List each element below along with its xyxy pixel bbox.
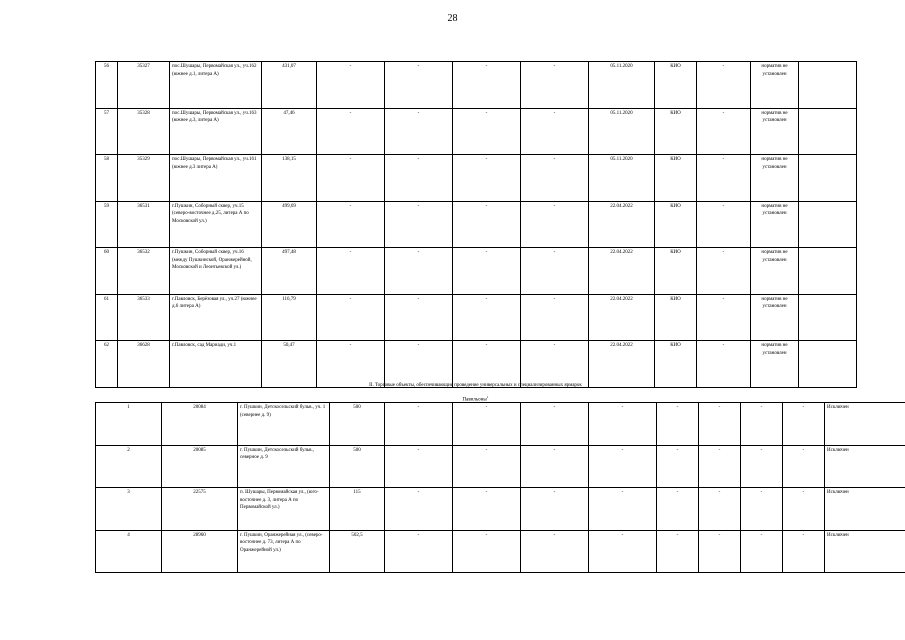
- cell-c5: -: [385, 530, 453, 573]
- cell-c11: -: [697, 294, 751, 341]
- cell-c8: -: [521, 248, 589, 295]
- cell-c5: -: [317, 108, 385, 155]
- cell-date: 22.04.2022: [589, 294, 655, 341]
- table-row: [96, 530, 905, 573]
- cell-num: 57: [96, 108, 118, 155]
- cell-code: 36628: [118, 341, 170, 388]
- cell-c5: -: [385, 488, 453, 531]
- cell-c8: -: [589, 488, 657, 531]
- table-row: [96, 488, 905, 531]
- cell-num: 2: [96, 445, 162, 488]
- cell-c6: -: [453, 403, 521, 446]
- cell-c11: -: [697, 155, 751, 202]
- cell-c11: -: [741, 403, 783, 446]
- cell-note: Исключен: [825, 530, 905, 573]
- cell-c7: -: [521, 403, 589, 446]
- cell-c13: [799, 201, 857, 248]
- cell-org: КИО: [655, 201, 697, 248]
- table-row: [96, 201, 857, 248]
- cell-code: 20084: [162, 403, 238, 446]
- cell-c6: -: [385, 341, 453, 388]
- cell-date: 05.11.2020: [589, 155, 655, 202]
- cell-area: 116,79: [262, 294, 317, 341]
- cell-area: 47,46: [262, 108, 317, 155]
- cell-c8: -: [521, 294, 589, 341]
- cell-area: 502,5: [330, 530, 385, 573]
- cell-num: 3: [96, 488, 162, 531]
- cell-address: г.Пушкин, Соборный сквер, уч.15 (северо-восточнее д.25, литера А по Московской ул.): [170, 201, 262, 248]
- cell-org: КИО: [655, 108, 697, 155]
- cell-address: г. Пушкин, Детскосельский бульв., уч. 1 (севернее д. 9): [238, 403, 330, 446]
- cell-c9: -: [657, 445, 699, 488]
- cell-c9: -: [657, 403, 699, 446]
- cell-code: 28960: [162, 530, 238, 573]
- cell-c5: -: [317, 341, 385, 388]
- cell-note: норматив не установлен: [751, 62, 799, 109]
- cell-c10: -: [699, 488, 741, 531]
- table-row: [96, 403, 905, 446]
- cell-c6: -: [385, 108, 453, 155]
- cell-code: 35327: [118, 62, 170, 109]
- cell-note: Исключен: [825, 445, 905, 488]
- cell-c8: -: [521, 155, 589, 202]
- cell-area: 431,07: [262, 62, 317, 109]
- cell-address: пос.Шушары, Первомайская ул., уч.161 (южнее д.3 литера А): [170, 155, 262, 202]
- cell-c12: -: [783, 488, 825, 531]
- cell-note: Исключен: [825, 488, 905, 531]
- cell-num: 56: [96, 62, 118, 109]
- cell-c6: -: [385, 248, 453, 295]
- cell-c11: -: [697, 341, 751, 388]
- cell-area: 138,15: [262, 155, 317, 202]
- cell-code: 35329: [118, 155, 170, 202]
- cell-c10: -: [699, 445, 741, 488]
- cell-c13: [799, 62, 857, 109]
- cell-c7: -: [521, 488, 589, 531]
- cell-address: пос.Шушары, Первомайская ул., уч.163 (южнее д.3, литера А): [170, 108, 262, 155]
- cell-c8: -: [589, 530, 657, 573]
- cell-code: 36532: [118, 248, 170, 295]
- table-row: [96, 155, 857, 202]
- footnote-mark: 1: [486, 395, 489, 399]
- cell-code: 36533: [118, 294, 170, 341]
- table-row: [96, 294, 857, 341]
- cell-c7: -: [453, 201, 521, 248]
- cell-c12: -: [783, 530, 825, 573]
- cell-num: 61: [96, 294, 118, 341]
- cell-c11: -: [697, 62, 751, 109]
- cell-c7: -: [453, 155, 521, 202]
- section-caption: II. Торговые объекты, обеспечивающие проведение универсальных и специализированных ярмарок: [369, 383, 582, 388]
- cell-c8: -: [589, 403, 657, 446]
- cell-c9: -: [657, 488, 699, 531]
- cell-c6: -: [385, 294, 453, 341]
- cell-note: норматив не установлен: [751, 201, 799, 248]
- cell-date: 05.11.2020: [589, 108, 655, 155]
- cell-c8: -: [521, 341, 589, 388]
- cell-org: КИО: [655, 155, 697, 202]
- cell-c5: -: [385, 445, 453, 488]
- cell-c6: -: [453, 488, 521, 531]
- cell-c7: -: [453, 248, 521, 295]
- cell-c11: -: [741, 488, 783, 531]
- cell-c11: -: [741, 530, 783, 573]
- cell-c7: -: [521, 530, 589, 573]
- cell-num: 62: [96, 341, 118, 388]
- objects-table: [95, 61, 857, 388]
- cell-c6: -: [453, 530, 521, 573]
- cell-org: КИО: [655, 294, 697, 341]
- table-row: [96, 248, 857, 295]
- table-row: [96, 62, 857, 109]
- cell-address: г.Павловск, Берёзовая ул., уч.27 (южнее д.6 литера А): [170, 294, 262, 341]
- cell-area: 50,47: [262, 341, 317, 388]
- cell-date: 05.11.2020: [589, 62, 655, 109]
- cell-c13: [799, 155, 857, 202]
- cell-c5: -: [317, 155, 385, 202]
- cell-c10: -: [699, 403, 741, 446]
- cell-c7: -: [453, 294, 521, 341]
- cell-area: 500: [330, 403, 385, 446]
- cell-c5: -: [317, 248, 385, 295]
- cell-num: 58: [96, 155, 118, 202]
- cell-address: пос.Шушары, Первомайская ул., уч.162 (южнее д.1, литера А): [170, 62, 262, 109]
- cell-note: норматив не установлен: [751, 294, 799, 341]
- cell-c11: -: [697, 248, 751, 295]
- cell-c13: [799, 294, 857, 341]
- cell-code: 35328: [118, 108, 170, 155]
- table-row: [96, 445, 905, 488]
- cell-c5: -: [385, 403, 453, 446]
- cell-c11: -: [741, 445, 783, 488]
- cell-c11: -: [697, 108, 751, 155]
- cell-note: норматив не установлен: [751, 341, 799, 388]
- cell-num: 4: [96, 530, 162, 573]
- cell-address: г.Пушкин, Соборный сквер, уч.16 (между Пушкинской, Оранжерейной, Московской и Леонтьевской ул.): [170, 248, 262, 295]
- table-row: [96, 108, 857, 155]
- cell-num: 1: [96, 403, 162, 446]
- cell-c6: -: [385, 201, 453, 248]
- cell-c6: -: [453, 445, 521, 488]
- cell-code: 20085: [162, 445, 238, 488]
- fair-pavilions-table: [95, 402, 905, 573]
- cell-c5: -: [317, 294, 385, 341]
- cell-note: норматив не установлен: [751, 108, 799, 155]
- cell-c7: -: [453, 108, 521, 155]
- cell-c5: -: [317, 201, 385, 248]
- page-number: 28: [447, 13, 458, 24]
- cell-org: КИО: [655, 341, 697, 388]
- cell-c11: -: [697, 201, 751, 248]
- cell-area: 497,48: [262, 248, 317, 295]
- cell-address: г.Павловск, сад Мариади, уч.1: [170, 341, 262, 388]
- cell-area: 115: [330, 488, 385, 531]
- cell-c8: -: [521, 108, 589, 155]
- cell-c9: -: [657, 530, 699, 573]
- cell-c5: -: [317, 62, 385, 109]
- cell-c10: -: [699, 530, 741, 573]
- cell-c12: -: [783, 445, 825, 488]
- cell-c6: -: [385, 155, 453, 202]
- cell-c8: -: [589, 445, 657, 488]
- cell-address: п. Шушары, Первомайская ул., (юго-восточнее д. 3, литера А по Первомайской ул.): [238, 488, 330, 531]
- cell-note: норматив не установлен: [751, 155, 799, 202]
- cell-note: Исключен: [825, 403, 905, 446]
- cell-c13: [799, 248, 857, 295]
- table-row: [96, 341, 857, 388]
- cell-c7: -: [521, 445, 589, 488]
- cell-org: КИО: [655, 62, 697, 109]
- cell-note: норматив не установлен: [751, 248, 799, 295]
- cell-code: 22575: [162, 488, 238, 531]
- section-subcaption-text: Павильоны: [462, 397, 487, 403]
- cell-c12: -: [783, 403, 825, 446]
- cell-num: 59: [96, 201, 118, 248]
- cell-date: 22.04.2022: [589, 341, 655, 388]
- cell-area: 500: [330, 445, 385, 488]
- cell-c7: -: [453, 341, 521, 388]
- cell-date: 22.04.2022: [589, 201, 655, 248]
- cell-c7: -: [453, 62, 521, 109]
- cell-c6: -: [385, 62, 453, 109]
- cell-org: КИО: [655, 248, 697, 295]
- cell-address: г. Пушкин, Оранжерейная ул., (северо-восточнее д. 73, литера А по Оранжерейной ул.): [238, 530, 330, 573]
- cell-num: 60: [96, 248, 118, 295]
- cell-c8: -: [521, 201, 589, 248]
- cell-address: г. Пушкин, Детскосельский бульв., северное д. 9: [238, 445, 330, 488]
- cell-area: 499,69: [262, 201, 317, 248]
- cell-c13: [799, 341, 857, 388]
- cell-date: 22.04.2022: [589, 248, 655, 295]
- cell-c8: -: [521, 62, 589, 109]
- cell-code: 36531: [118, 201, 170, 248]
- cell-c13: [799, 108, 857, 155]
